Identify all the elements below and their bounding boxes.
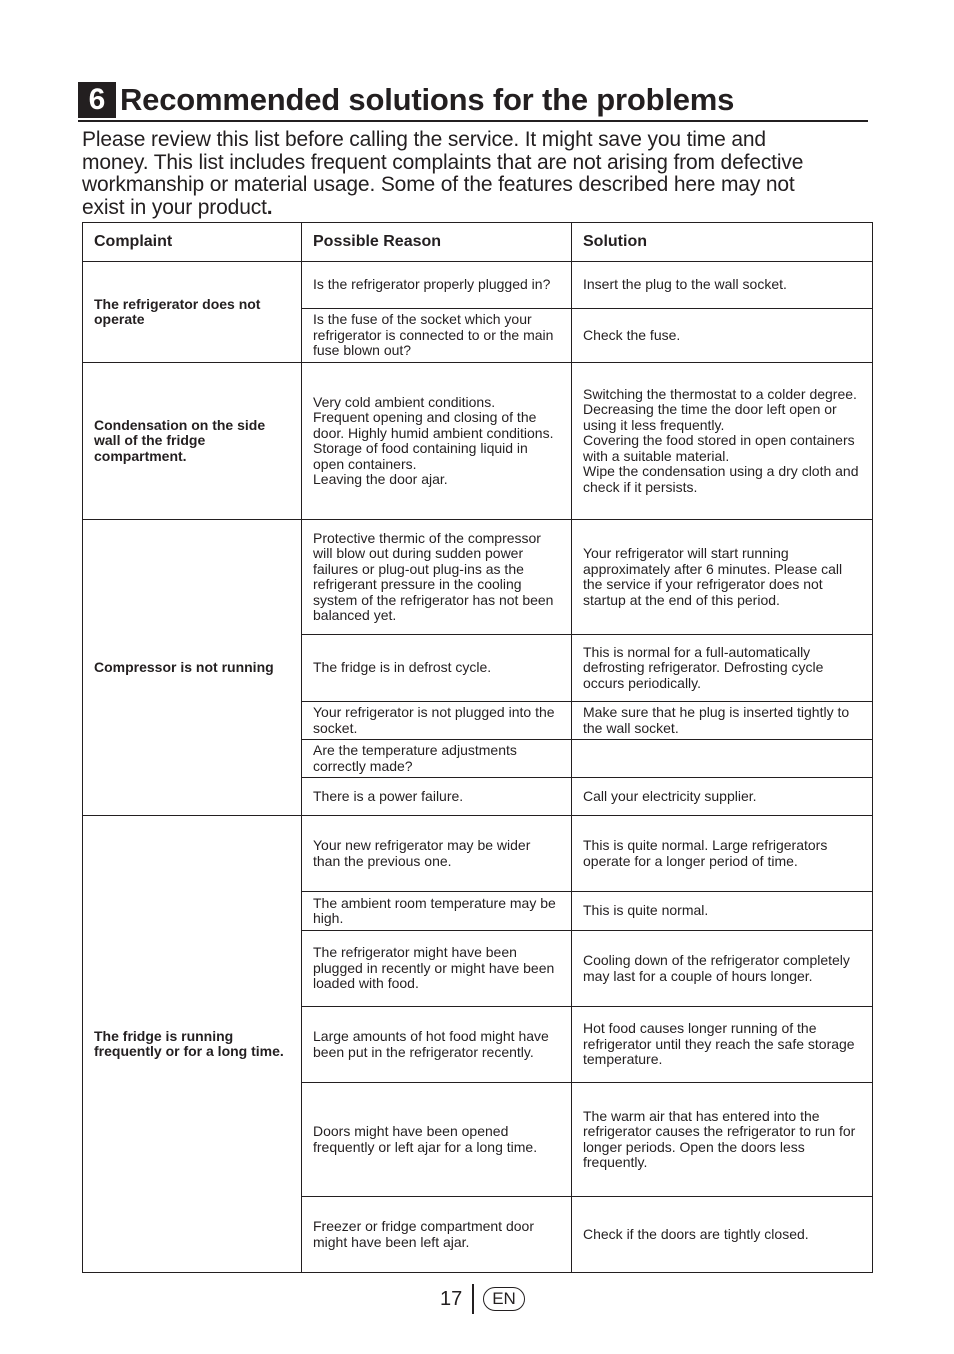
solution-cell	[572, 635, 873, 702]
section-header	[78, 80, 868, 122]
reason-text: Your new refrigerator may be wider than the previous one.	[313, 837, 531, 869]
solution-cell	[572, 262, 873, 309]
table-row	[83, 816, 873, 892]
solution-text: Check the fuse.	[583, 326, 681, 343]
reason-text: Doors might have been opened frequently or left ajar for a long time.	[313, 1123, 538, 1155]
solution-cell	[572, 702, 873, 740]
solution-text: This is quite normal.	[583, 902, 709, 919]
reason-cell	[302, 1007, 572, 1083]
reason-text: Is the fuse of the socket which your refrigerator is connected to or the main fuse blown out?	[313, 311, 554, 359]
reason-text: Protective thermic of the compressor will blow out during sudden power failures or plug-out plug-ins as the refrigerant pressure in the cooling system of the refrigerator has not been balanced yet.	[313, 529, 554, 623]
table-body	[83, 262, 873, 1273]
reason-text: The ambient room temperature may be high.	[313, 894, 556, 926]
table-row	[83, 363, 873, 520]
reason-text: There is a power failure.	[313, 787, 464, 804]
header-solution: Solution	[572, 223, 873, 262]
reason-text: Freezer or fridge compartment door might have been left ajar.	[313, 1218, 534, 1250]
complaint-cell: The fridge is running frequently or for a long time.	[83, 816, 302, 1273]
reason-text: Is the refrigerator properly plugged in?	[313, 276, 551, 293]
reason-cell	[302, 1197, 572, 1273]
reason-cell	[302, 778, 572, 816]
solution-cell	[572, 1083, 873, 1197]
header-complaint: Complaint	[83, 223, 302, 262]
solution-text: Make sure that he plug is inserted tightly to the wall socket.	[583, 704, 850, 736]
solution-text: Check if the doors are tightly closed.	[583, 1225, 809, 1242]
reason-cell	[302, 262, 572, 309]
solution-cell	[572, 1007, 873, 1083]
reason-cell	[302, 635, 572, 702]
reason-text: Large amounts of hot food might have been put in the refrigerator recently.	[313, 1028, 549, 1060]
page-number: 17	[440, 1288, 463, 1310]
solution-cell	[572, 309, 873, 363]
table-row	[83, 520, 873, 635]
solution-text: Decreasing the time the door left open or using it less frequently.	[583, 401, 837, 433]
solution-text: Wipe the condensation using a dry cloth and check if it persists.	[583, 463, 859, 495]
solution-cell	[572, 816, 873, 892]
solution-text: Switching the thermostat to a colder degree.	[583, 385, 857, 402]
table-header-row	[83, 223, 873, 262]
reason-cell	[302, 816, 572, 892]
reason-cell	[302, 520, 572, 635]
solution-text: This is normal for a full-automatically defrosting refrigerator. Defrosting cycle occurs periodically.	[583, 643, 824, 691]
troubleshooting-table	[82, 222, 873, 1273]
solution-text: Cooling down of the refrigerator completely may last for a couple of hours longer.	[583, 952, 850, 984]
reason-cell	[302, 931, 572, 1007]
reason-cell	[302, 1083, 572, 1197]
reason-cell	[302, 309, 572, 363]
table-row	[83, 262, 873, 309]
reason-text: Very cold ambient conditions.	[313, 393, 496, 410]
solution-cell	[572, 1197, 873, 1273]
reason-cell	[302, 702, 572, 740]
solution-text: Insert the plug to the wall socket.	[583, 276, 787, 293]
reason-text: Are the temperature adjustments correctly made?	[313, 742, 517, 774]
reason-cell	[302, 740, 572, 778]
solution-text: Hot food causes longer running of the refrigerator until they reach the safe storage temperature.	[583, 1020, 855, 1068]
solution-cell	[572, 363, 873, 520]
reason-text: The refrigerator might have been plugged in recently or might have been loaded with food.	[313, 944, 555, 992]
page-title: Recommended solutions for the problems	[120, 82, 735, 117]
reason-cell	[302, 363, 572, 520]
intro-text: Please review this list before calling the service. It might save you time and money. This list includes frequent complaints that are not arising from defective workmanship or material usage. Some of the features described here may not exist in your product	[82, 128, 804, 219]
complaint-cell: Compressor is not running	[83, 520, 302, 816]
complaint-cell: The refrigerator does not operate	[83, 262, 302, 363]
footer-divider	[472, 1284, 474, 1314]
solution-cell	[572, 892, 873, 931]
complaint-cell: Condensation on the side wall of the fridge compartment.	[83, 363, 302, 520]
solution-cell	[572, 520, 873, 635]
reason-text: The fridge is in defrost cycle.	[313, 659, 492, 676]
reason-text: Your refrigerator is not plugged into the socket.	[313, 704, 555, 736]
solution-cell	[572, 778, 873, 816]
solution-text: This is quite normal. Large refrigerators operate for a longer period of time.	[583, 837, 828, 869]
intro-paragraph	[82, 129, 822, 219]
reason-text: Frequent opening and closing of the door. Highly humid ambient conditions. Storage of food containing liquid in open containers.	[313, 409, 554, 472]
language-badge: EN	[483, 1287, 525, 1311]
solution-text: Call your electricity supplier.	[583, 787, 757, 804]
header-possible-reason: Possible Reason	[302, 223, 572, 262]
reason-cell	[302, 892, 572, 931]
solution-text: The warm air that has entered into the refrigerator causes the refrigerator to run for longer periods. Open the doors less frequently.	[583, 1107, 856, 1170]
reason-text: Leaving the door ajar.	[313, 471, 448, 487]
section-number-badge: 6	[78, 82, 116, 118]
solution-text: Your refrigerator will start running approximately after 6 minutes. Please call the service if your refrigerator does not startup at the end of this period.	[583, 545, 843, 608]
solution-text: Covering the food stored in open containers with a suitable material.	[583, 432, 855, 464]
solution-cell	[572, 931, 873, 1007]
intro-end-mark: .	[266, 195, 273, 219]
solution-cell	[572, 740, 873, 778]
